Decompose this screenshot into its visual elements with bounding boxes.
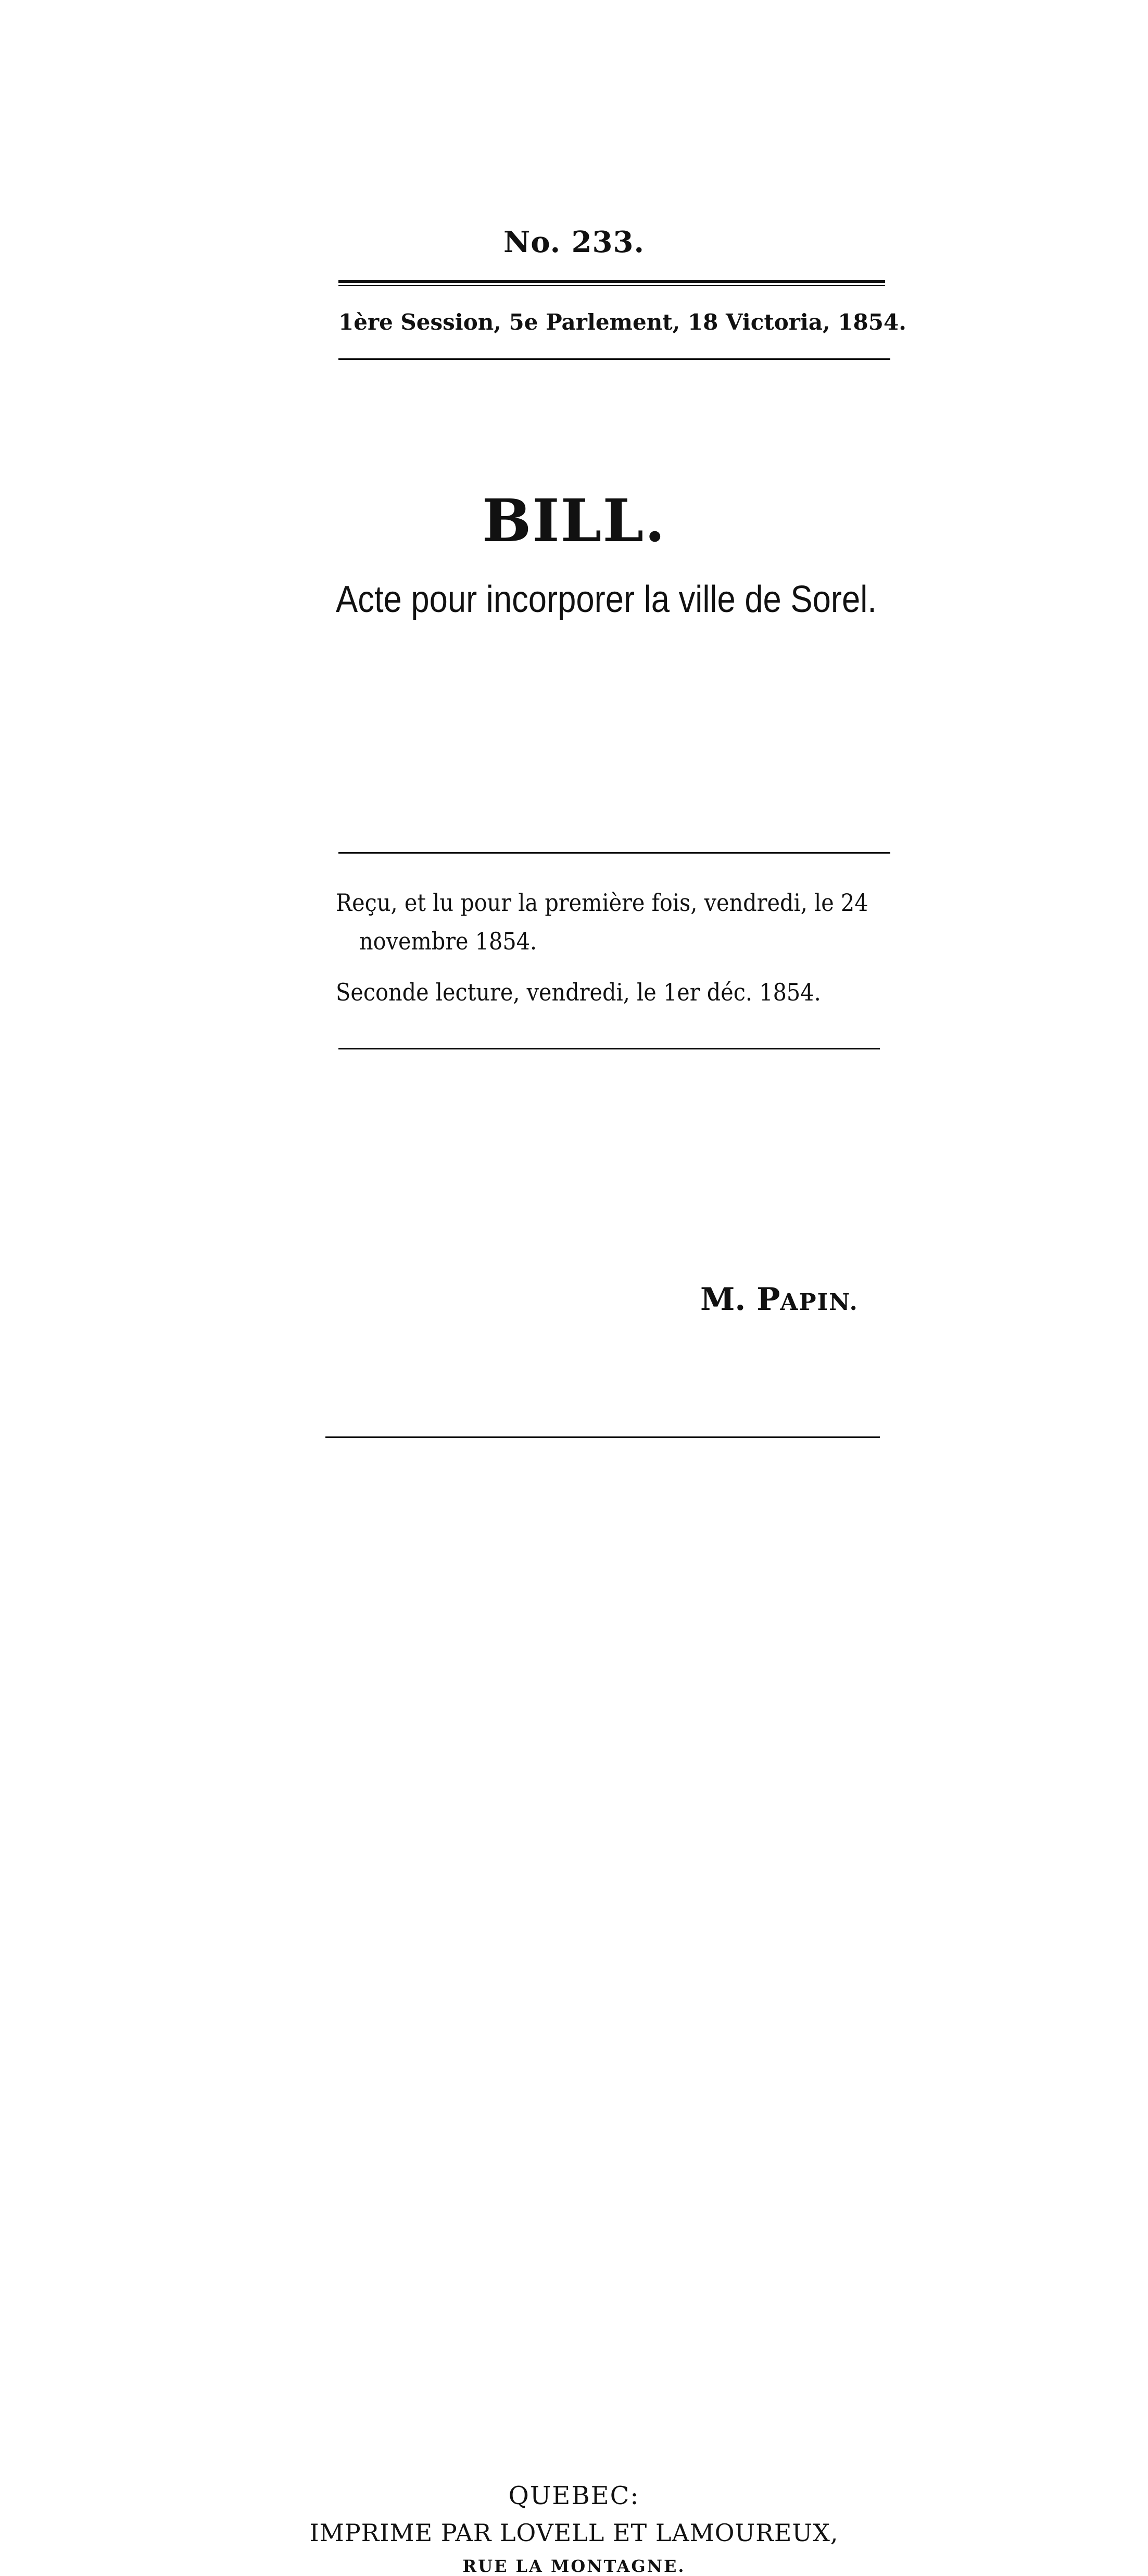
second-reading-line: Seconde lecture, vendredi, le 1er déc. 1854. xyxy=(336,978,821,1006)
sponsor-initial: M. P xyxy=(700,1281,780,1318)
readings-top-rule xyxy=(338,852,890,854)
bill-number: No. 233. xyxy=(503,225,645,259)
bill-title: Acte pour incorporer la ville de Sorel. xyxy=(336,579,877,620)
session-rule xyxy=(338,358,890,360)
top-rule-thin xyxy=(338,285,885,286)
imprint-rule xyxy=(325,1436,880,1438)
printer-street: RUE LA MONTAGNE. xyxy=(462,2556,686,2576)
sponsor-surname-smallcaps: APIN. xyxy=(780,1289,859,1316)
printer-city: QUEBEC: xyxy=(508,2481,640,2510)
imprint xyxy=(0,1274,1148,2576)
bill-heading: BILL. xyxy=(482,487,666,555)
printer-name: IMPRIME PAR LOVELL ET LAMOUREUX, xyxy=(309,2519,839,2547)
readings-bottom-rule xyxy=(338,1048,880,1049)
first-reading-line-2: novembre 1854. xyxy=(359,927,537,955)
session-line: 1ère Session, 5e Parlement, 18 Victoria, 1854. xyxy=(338,309,906,335)
top-rule-thick xyxy=(338,280,885,283)
first-reading-line-1: Reçu, et lu pour la première fois, vendredi, le 24 xyxy=(336,889,868,917)
